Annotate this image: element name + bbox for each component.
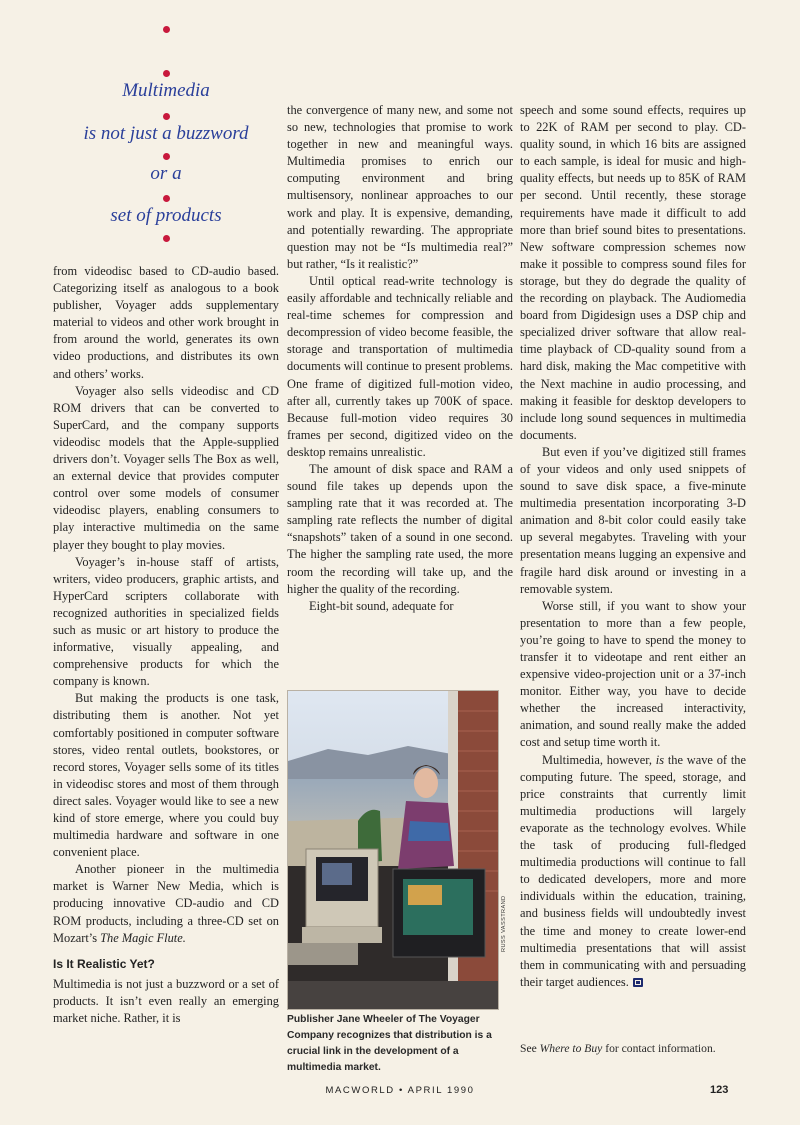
section-subhead: Is It Realistic Yet? bbox=[53, 956, 155, 971]
pull-quote bbox=[53, 22, 279, 262]
bullet-dot bbox=[163, 26, 170, 33]
work-title: The Magic Flute. bbox=[100, 930, 186, 945]
paragraph-text: Multimedia, however, bbox=[542, 752, 656, 767]
paragraph: Until optical read-write technology is easily affordable and technically reliable and real-time schemes for compression and decompression of video become feasible, the storage and transportation of multimedia documents will continue to present problems. One frame of digitized full-motion video, after all, currently takes up 700K of space. Because full-motion video requires 30 frames per second, digitized video on the desktop remains unrealistic. bbox=[287, 273, 513, 459]
paragraph-text: Another pioneer in the multimedia market is Warner New Media, which is producing innovative CD-audio and CD ROM products, including a three-CD set on Mozart’s bbox=[53, 862, 279, 945]
paragraph: Voyager also sells videodisc and CD ROM drivers that can be converted to SuperCard, and the company supports videodisc models that the Apple-supplied drivers don’t. Voyager sells The Box as well, an external device that provides computer control over some models of consumer videodisc players, enabling consumers to play interactive multimedia on the same player they bought to play movies. bbox=[53, 383, 279, 552]
paragraph: The amount of disk space and RAM a sound file takes up depends upon the sampling rate that it was recorded at. The sampling rate reflects the number of digital “snapshots” taken of a sound in one second. The higher the sampling rate used, the more room the recording will take up, and the higher the quality of the recording. bbox=[287, 461, 513, 596]
pull-quote-line: or a bbox=[150, 163, 182, 184]
paragraph: Multimedia is not just a buzzword or a set of products. It isn’t even really an emerging market niche. Rather, it is bbox=[53, 976, 279, 1026]
bullet-dot bbox=[163, 113, 170, 120]
paragraph: speech and some sound effects, requires up to 22K of RAM per second to play. CD-quality sound, in which 16 bits are assigned to each sample, is ideal for music and high-quality effects, but needs up to 85K of RAM per second. Until recently, these storage requirements have made it difficult to add more than brief sound bites to presentations. New software compression schemes now make it possible to compress sound files for storage, but they do degrade the quality of the recording on playback. The Audiomedia board from Digidesign uses a DSP chip and specialized driver software that allow real-time playback of CD-quality sound from a hard disk, making the Mac competitive with the Next machine in audio processing, and making it feasible for desktop developers to include long sound sequences in multimedia documents. bbox=[520, 103, 746, 442]
paragraph: But making the products is one task, distributing them is another. Not yet comfortably positioned in computer software stores, video rental outlets, bookstores, or record stores, Voyager sells some of its titles in videodisc stores and most of them through direct sales. Voyager would like to see a new kind of store emerge, where you could buy multimedia hardware and software in one convenient place. bbox=[53, 691, 279, 860]
paragraph: Worse still, if you want to show your presentation to more than a few people, you’re going to have to spend the money to transfer it to videotape and rent either an expensive video-projection unit or a 37-inch monitor. Either way, you have to decide whether the increased interactivity, animation, and sound really make the added cost and setup time worth it. bbox=[520, 598, 746, 750]
photo-credit: RUSS VASSTRAND bbox=[501, 895, 507, 952]
pull-quote-line: Multimedia bbox=[122, 80, 210, 101]
paragraph bbox=[53, 861, 279, 946]
paragraph-text: the wave of the computing future. The speed, storage, and price constraints that currently limit multimedia productions will largely evaporate as the technology evolves. While the task of producing full-fledged multimedia productions will continue to fall to dedicated developers, more and more individuals within the education, training, and business fields will undoubtedly invest the time and money to create lower-end multimedia presentations that will assist them in communicating with and persuading their target audiences. bbox=[520, 752, 746, 989]
paragraph: Eight-bit sound, adequate for bbox=[309, 598, 454, 613]
pull-quote-line: set of products bbox=[110, 205, 222, 226]
bullet-dot bbox=[163, 153, 170, 160]
paragraph: But even if you’ve digitized still frames of your videos and only used snippets of sound to save disk space, a five-minute multimedia presentation incorporating 3-D animation and 8-bit color could easily take up several megabytes. Traveling with your presentation means lugging an expensive and fragile hard disk around or investing in a removable system. bbox=[520, 444, 746, 596]
end-mark-icon bbox=[633, 978, 643, 987]
section-reference: Where to Buy bbox=[539, 1042, 603, 1055]
pull-quote-line: is not just a buzzword bbox=[83, 123, 249, 144]
column-1 bbox=[53, 263, 279, 1027]
bullet-dot bbox=[163, 195, 170, 202]
bullet-dot bbox=[163, 235, 170, 242]
page-number: 123 bbox=[710, 1084, 729, 1096]
photo-publisher bbox=[287, 690, 499, 1010]
paragraph: Voyager’s in-house staff of artists, writers, video producers, graphic artists, and HyperCard scripters collaborate with recognized authorities in specialized fields such as music or art history to produce the informative, visually appealing, and comprehensive products for which the company is known. bbox=[53, 554, 279, 689]
column-2 bbox=[287, 102, 513, 615]
emphasis: is bbox=[655, 752, 665, 767]
contact-note-text: See bbox=[520, 1042, 540, 1055]
paragraph bbox=[520, 752, 746, 991]
photo-caption: Publisher Jane Wheeler of The Voyager Company recognizes that distribution is a crucial link in the development of a multimedia market. bbox=[287, 1014, 492, 1073]
paragraph: the convergence of many new, and some not so new, technologies that promise to work together in new and meaningful ways. Multimedia promises to enrich our computing environment and bring multisensory, nonlinear approaches to our work and play. It is expensive, demanding, and potentially rewarding. The appropriate question may not be “Is multimedia real?” but rather, “Is it realistic?” bbox=[287, 103, 513, 271]
photo-illustration bbox=[288, 691, 498, 1009]
contact-note-text: for contact information. bbox=[602, 1042, 716, 1055]
contact-note bbox=[520, 1042, 746, 1055]
page-footer: MACWORLD • APRIL 1990 bbox=[325, 1085, 475, 1096]
paragraph: from videodisc based to CD-audio based. Categorizing itself as analogous to a book publisher, Voyager adds supplementary material to videos and other work brought in from around the world, generates its own video productions, and distributes its own and others’ works. bbox=[53, 264, 279, 381]
bullet-dot bbox=[163, 70, 170, 77]
column-3 bbox=[520, 102, 746, 991]
